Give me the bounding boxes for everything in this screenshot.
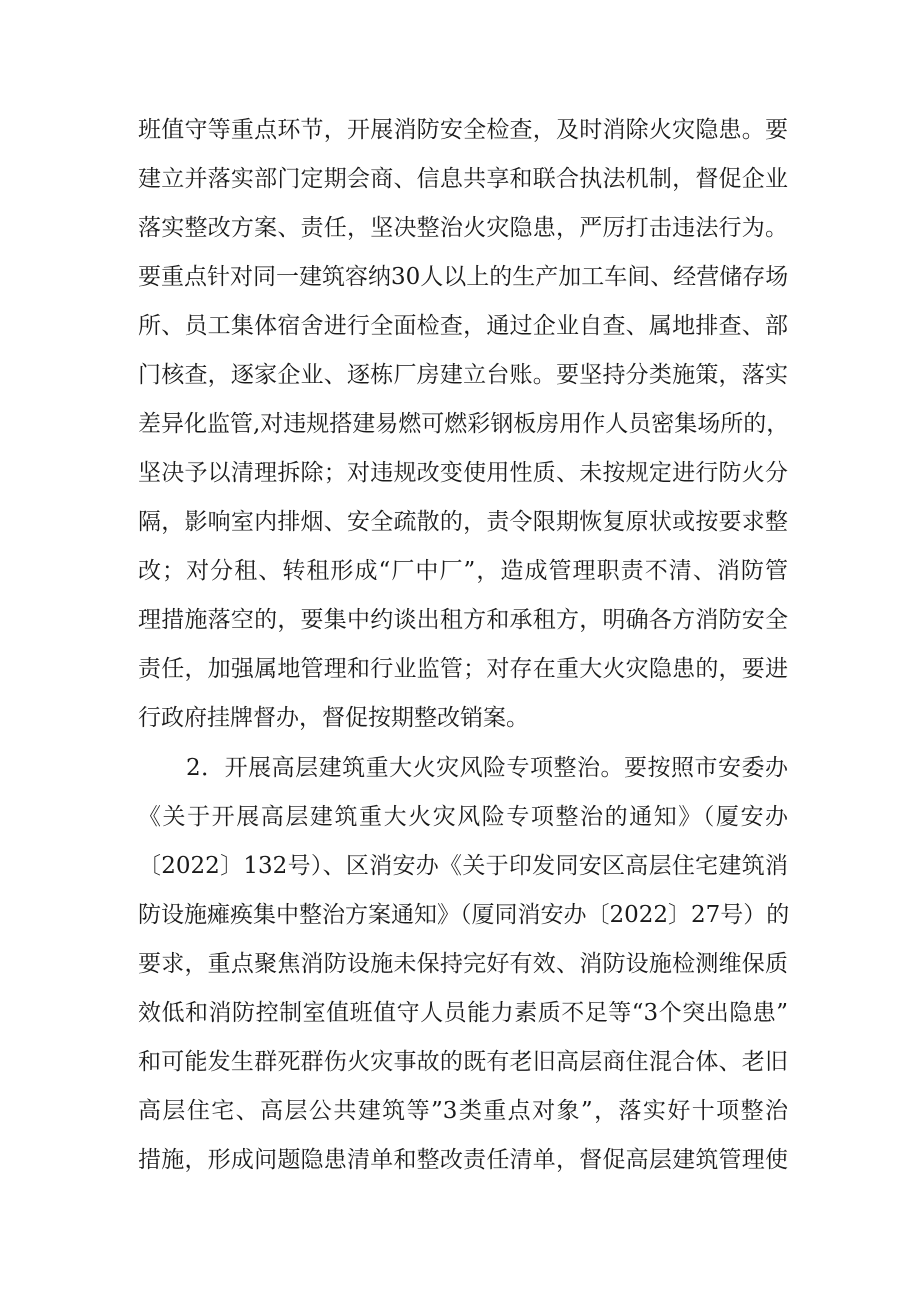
text-line: 改；对分租、转租形成“厂中厂”，造成管理职责不清、消防管 bbox=[138, 558, 788, 584]
text-line: 措施，形成问题隐患清单和整改责任清单，督促高层建筑管理使 bbox=[138, 1147, 788, 1173]
text-line: 和可能发生群死群伤火灾事故的既有老旧高层商住混合体、老旧 bbox=[138, 1049, 788, 1075]
text-line: 隔，影响室内排烟、安全疏散的，责令限期恢复原状或按要求整 bbox=[138, 509, 788, 535]
text-line: 坚决予以清理拆除；对违规改变使用性质、未按规定进行防火分 bbox=[138, 460, 788, 486]
section-heading-line: 2．开展高层建筑重大火灾风险专项整治。要按照市安委办 bbox=[186, 755, 788, 781]
text-line: 防设施瘫痪集中整治方案通知》（厦同消安办〔2022〕27号）的 bbox=[138, 902, 790, 928]
text-line: 差异化监管,对违规搭建易燃可燃彩钢板房用作人员密集场所的， bbox=[138, 411, 790, 437]
text-line: 要求，重点聚焦消防设施未保持完好有效、消防设施检测维保质 bbox=[138, 951, 788, 977]
text-line: 落实整改方案、责任，坚决整治火灾隐患，严厉打击违法行为。 bbox=[138, 215, 788, 241]
text-line: 门核查，逐家企业、逐栋厂房建立台账。要坚持分类施策，落实 bbox=[138, 362, 788, 388]
text-line: 效低和消防控制室值班值守人员能力素质不足等“3个突出隐患” bbox=[138, 1000, 788, 1026]
text-line: 理措施落空的，要集中约谈出租方和承租方，明确各方消防安全 bbox=[138, 607, 788, 633]
text-line: 责任，加强属地管理和行业监管；对存在重大火灾隐患的，要进 bbox=[138, 656, 788, 682]
text-line: 《关于开展高层建筑重大火灾风险专项整治的通知》（厦安办 bbox=[138, 804, 788, 830]
text-line: 高层住宅、高层公共建筑等”3类重点对象”，落实好十项整治 bbox=[138, 1098, 788, 1124]
text-line: 建立并落实部门定期会商、信息共享和联合执法机制，督促企业 bbox=[138, 166, 788, 192]
text-line: 〔2022〕132号）、区消安办《关于印发同安区高层住宅建筑消 bbox=[138, 853, 788, 879]
text-line: 要重点针对同一建筑容纳30人以上的生产加工车间、经营储存场 bbox=[138, 264, 789, 290]
paragraph-last-line: 行政府挂牌督办，督促按期整改销案。 bbox=[138, 705, 529, 731]
text-line: 所、员工集体宿舍进行全面检查，通过企业自查、属地排查、部 bbox=[138, 313, 788, 339]
text-line: 班值守等重点环节，开展消防安全检查，及时消除火灾隐患。要 bbox=[138, 117, 788, 143]
